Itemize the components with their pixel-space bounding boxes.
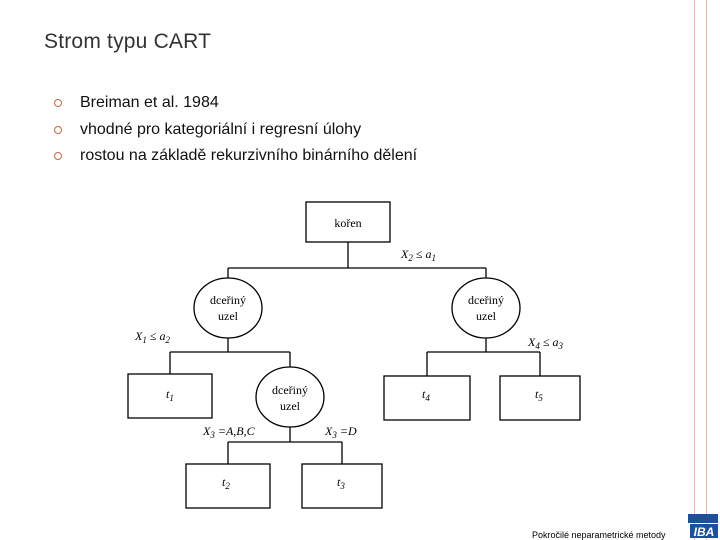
leaf-label-t1: $t_1$ xyxy=(166,387,174,403)
split-condition-right: $X_4 \le a_3$ xyxy=(528,335,563,351)
daughter-node-right xyxy=(452,278,520,338)
daughter-label: dceřiný xyxy=(210,293,246,307)
daughter-label: uzel xyxy=(280,399,300,413)
leaf-label-t3: $t_3$ xyxy=(337,475,345,491)
leaf-label-t5: $t_5$ xyxy=(535,387,543,403)
split-condition-d: $X_3 =D$ xyxy=(325,424,357,440)
daughter-node-middle xyxy=(256,367,324,427)
daughter-node-left xyxy=(194,278,262,338)
daughter-label: uzel xyxy=(476,309,496,323)
leaf-label-t2: $t_2$ xyxy=(222,475,230,491)
logo-mark xyxy=(688,514,718,523)
iba-logo xyxy=(686,510,720,540)
bullet-item: Breiman et al. 1984 xyxy=(54,92,417,119)
bullet-item: vhodné pro kategoriální i regresní úlohy xyxy=(54,119,417,146)
split-condition-left: $X_1 \le a_2$ xyxy=(135,329,170,345)
split-condition-abc: $X_3 =A,B,C$ xyxy=(203,424,255,440)
daughter-label: dceřiný xyxy=(468,293,504,307)
leaf-label-t4: $t_4$ xyxy=(422,387,430,403)
logo-text: IBA xyxy=(693,525,715,539)
split-condition-root: $X_2 \le a_1$ xyxy=(401,247,436,263)
daughter-label: dceřiný xyxy=(272,383,308,397)
footer-text: Pokročilé neparametrické metody xyxy=(532,530,666,540)
daughter-label: uzel xyxy=(218,309,238,323)
bullet-item: rostou na základě rekurzivního binárního dělení xyxy=(54,145,417,172)
root-label: kořen xyxy=(334,216,362,230)
slide-title: Strom typu CART xyxy=(44,30,212,53)
